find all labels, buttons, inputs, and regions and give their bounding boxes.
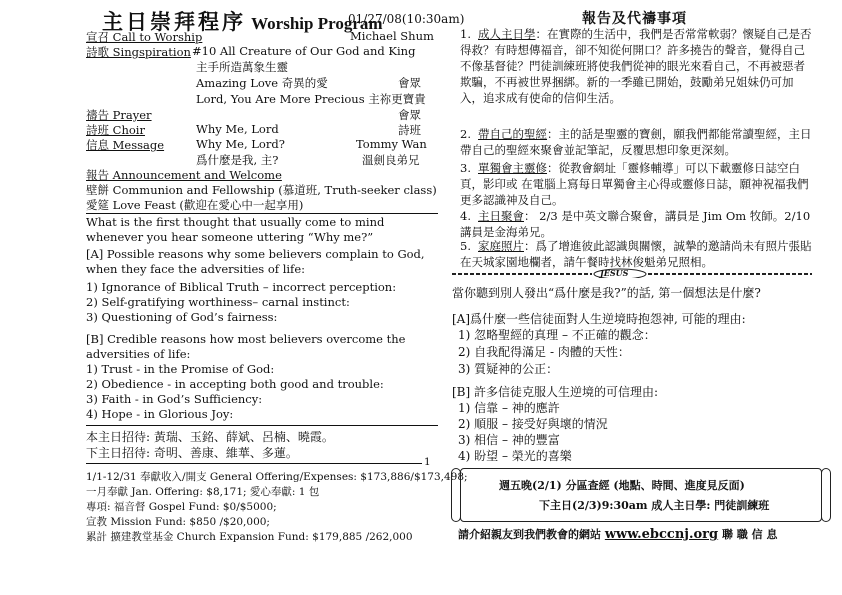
program-label: 詩歌 Singspiration <box>86 45 191 59</box>
program-value: Why Me, Lord? <box>196 137 285 151</box>
program-person: 溫劍良弟兄 <box>362 153 420 167</box>
announcements-title: 報告及代禱事項 <box>582 11 687 27</box>
finance-line: 宣教 Mission Fund: $850 /$20,000; <box>86 516 270 528</box>
finance-line: 專項: 福音督 Gospel Fund: $0/$5000; <box>86 501 277 513</box>
page-mark: 1 <box>424 456 431 468</box>
zh-b-item: 2) 順服 – 接受好與壞的情況 <box>458 417 608 431</box>
divider <box>86 425 438 426</box>
program-label: 報告 Announcement and Welcome <box>86 168 282 182</box>
program-value: Why Me, Lord <box>196 122 279 136</box>
sermon-a-item: 3) Questioning of God’s fairness: <box>86 310 278 324</box>
zh-a-item: 2) 自我配得滿足 - 肉體的天性： <box>458 345 630 359</box>
divider <box>86 463 422 464</box>
announcement-item: 4. 主日聚會： 2/3 是中英文聯合聚會，講員是 Jim Om 牧師。2/10 講員是金海弟兄。 <box>460 209 811 239</box>
sermon-a-item: 2) Self-gratifying worthiness– carnal instinct: <box>86 295 350 309</box>
sermon-a-heading: [A] Possible reasons why some believers complain to God, when they face the adversities of life: <box>86 247 425 276</box>
zh-a-item: 3) 質疑神的公正： <box>458 362 559 376</box>
announcement-item: 3. 單獨會主靈修：從教會網址「靈修輔導」可以下載靈修日誌空白頁，影印或 在電腦上寫每日單獨會主心得或靈修日誌，願神祝福我們更多認識神及自己。 <box>460 161 809 207</box>
sermon-b-item: 4) Hope - in Glorious Joy: <box>86 407 234 421</box>
scroll-line-2: 下主日(2/3)9:30am 成人主日學: 門徒訓練班 <box>539 499 770 512</box>
program-label: 宣召 Call to Worship <box>86 30 203 44</box>
scroll-line-1: 週五晚(2/1) 分區查經 (地點、時間、進度見反面) <box>499 479 745 492</box>
program-value: 爲什麼是我, 主? <box>196 153 279 167</box>
program-value: 愛筵 Love Feast (歡迎在愛心中一起享用) <box>86 198 304 212</box>
program-value: 壁餅 Communion and Fellowship (慕道班, Truth-seeker class) <box>86 183 437 197</box>
website-link[interactable]: www.ebccnj.org <box>604 527 719 542</box>
program-person: 會眾 <box>398 108 421 122</box>
jesus-divider <box>452 268 812 278</box>
program-label: 詩班 Choir <box>86 123 145 137</box>
program-person: 詩班 <box>398 123 421 137</box>
announcement-item: 2. 帶自己的聖經：主的話是聖靈的寶劍，願我們都能常讀聖經，主日帶自己的聖經來聚會並記筆記，反覆思想印象更深刻。 <box>460 127 812 157</box>
program-value: Lord, You Are More Precious 主祢更寶貴 <box>196 92 426 106</box>
zh-b-item: 3) 相信 – 神的豐富 <box>458 433 560 447</box>
program-person: 會眾 <box>398 76 421 90</box>
zh-a-item: 1) 忽略聖經的真理 – 不正確的觀念： <box>458 328 656 342</box>
sermon-b-item: 3) Faith - in God’s Sufficiency: <box>86 392 263 406</box>
sermon-question: What is the first thought that usually come to mind whenever you hear someone uttering “Why me?” <box>86 215 385 244</box>
program-person: Tommy Wan <box>356 137 427 151</box>
zh-question: 當你聽到別人發出“爲什麼是我?”的話, 第一個想法是什麼? <box>452 286 761 300</box>
program-value: Amazing Love 奇異的愛 <box>196 76 328 90</box>
program-label: 信息 Message <box>86 138 165 152</box>
announcement-item: 5. 家庭照片：爲了增進彼此認識與關懷，誠摯的邀請尚未有照片張貼在天城家園地欄者，請午餐時找林俊魁弟兄照相。 <box>460 239 812 269</box>
hosts-today: 本主日招待: 黃瑞、玉銘、薛斌、呂楠、曉霞。 <box>86 430 334 444</box>
sermon-b-item: 2) Obedience - in accepting both good and trouble: <box>86 377 384 391</box>
divider <box>86 213 438 214</box>
program-title: 主日崇拜程序 Worship Program <box>102 9 383 34</box>
announcement-item: 1. 成人主日學：在實際的生活中，我們是否常常軟弱？懷疑自己是否得救？有時想傳福音，卻不知從何開口？許多撓告的聲音，覺得自己不像基督徒？門徒訓練班將使我們從神的眼光來看自己，不再被惡者欺騙，不再被世界捆綁。新的一季雖已開始，鼓勵弟兄姐妹仍可加入，追求成有使命的信仰生活。 <box>460 27 812 105</box>
sermon-a-item: 1) Ignorance of Biblical Truth – incorrect perception: <box>86 280 397 294</box>
hosts-next: 下主日招待: 奇明、善康、維華、多蓮。 <box>86 446 298 460</box>
zh-b-item: 4) 盼望 – 榮光的喜樂 <box>458 449 572 463</box>
sermon-b-heading: [B] Credible reasons how most believers overcome the adversities of life: <box>86 332 406 361</box>
zh-b-heading: [B] 許多信徒克服人生逆境的可信理由: <box>452 385 659 399</box>
program-value: #10 All Creature of Our God and King <box>192 44 416 58</box>
program-value: 主手所造萬象生靈 <box>196 60 288 74</box>
finance-line: 一月奉獻 Jan. Offering: $8,171; 愛心奉獻: 1 包 <box>86 486 320 498</box>
finance-line: 累計 擴建教堂基金 Church Expansion Fund: $179,885 /262,000 <box>86 531 413 543</box>
program-person: Michael Shum <box>350 29 434 43</box>
finance-line: 1/1-12/31 奉獻收入/開支 General Offering/Expenses: $173,886/$173,498; <box>86 471 468 483</box>
scroll-banner <box>460 468 822 522</box>
service-date: 01/27/08(10:30am) <box>348 12 465 26</box>
footer: 請介紹親友到我們教會的網站 www.ebccnj.org 聯 職 信 息 <box>458 527 778 542</box>
zh-b-item: 1) 信靠 – 神的應許 <box>458 401 560 415</box>
program-label: 禱告 Prayer <box>86 108 152 122</box>
zh-a-heading: [A]爲什麼一些信徒面對人生逆境時抱怨神, 可能的理由: <box>452 312 746 326</box>
sermon-b-item: 1) Trust - in the Promise of God: <box>86 362 275 376</box>
jesus-label: JESUS <box>600 268 629 278</box>
